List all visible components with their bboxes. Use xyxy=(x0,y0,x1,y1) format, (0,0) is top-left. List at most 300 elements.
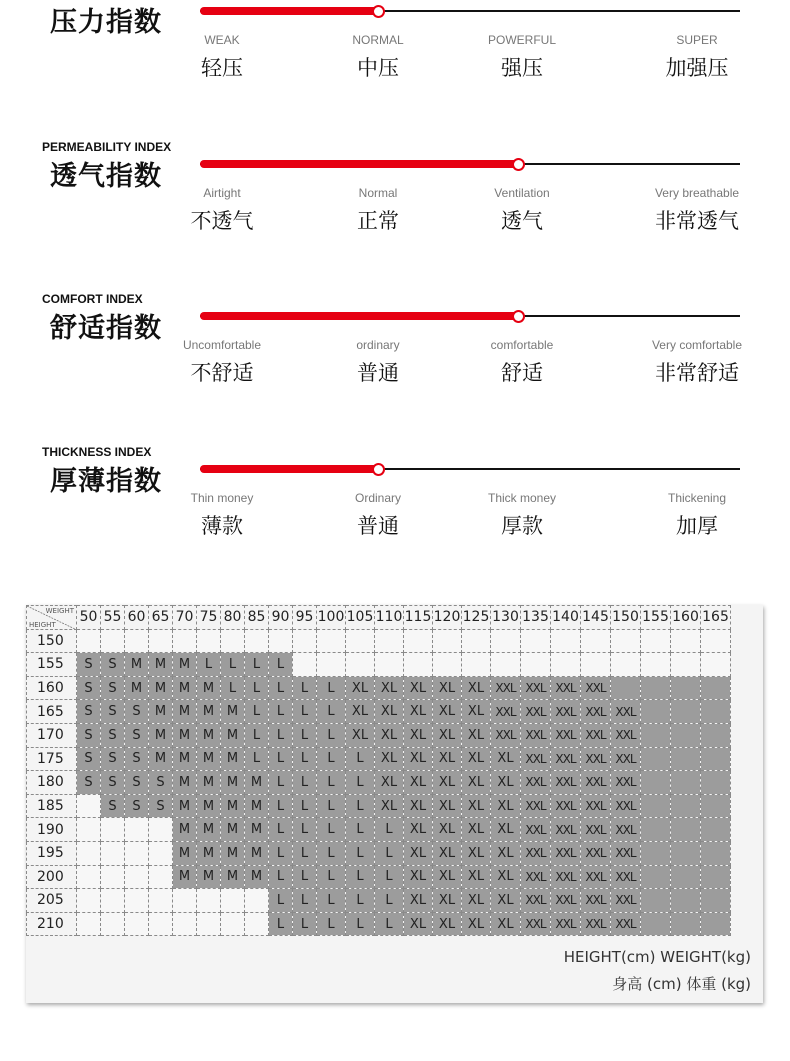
index-section xyxy=(0,445,790,585)
size-cell: M xyxy=(197,841,221,865)
size-cell: M xyxy=(173,700,197,724)
size-cell: XL xyxy=(404,747,433,771)
size-cell xyxy=(375,653,404,677)
size-cell xyxy=(701,747,731,771)
size-cell: XXL xyxy=(521,865,551,889)
size-cell xyxy=(641,676,671,700)
size-cell: XL xyxy=(404,912,433,936)
level-label-en: Very comfortable xyxy=(651,338,743,352)
height-header: 160 xyxy=(27,676,77,700)
level-label-zh: 不舒适 xyxy=(190,361,254,385)
level-label-en: Ordinary xyxy=(354,491,401,505)
size-cell xyxy=(433,629,462,653)
size-cell: L xyxy=(317,912,346,936)
index-level-label xyxy=(622,186,772,235)
size-cell xyxy=(671,818,701,842)
size-cell: M xyxy=(173,723,197,747)
index-level-label xyxy=(622,338,772,387)
table-row xyxy=(27,889,731,913)
size-cell: L xyxy=(317,700,346,724)
size-cell: L xyxy=(293,676,317,700)
size-cell: M xyxy=(221,771,245,795)
size-cell: XXL xyxy=(551,700,581,724)
size-cell: XXL xyxy=(581,771,611,795)
size-cell: L xyxy=(375,818,404,842)
index-level-knob xyxy=(512,158,525,171)
size-cell: L xyxy=(346,771,375,795)
weight-header: 60 xyxy=(125,606,149,630)
size-cell: XXL xyxy=(551,794,581,818)
size-cell: XXL xyxy=(611,771,641,795)
size-cell: XXL xyxy=(551,865,581,889)
index-title-zh: 透气指数 xyxy=(50,161,162,192)
level-label-zh: 中压 xyxy=(357,56,399,80)
size-cell: XL xyxy=(491,771,521,795)
table-corner xyxy=(27,606,77,630)
height-header: 195 xyxy=(27,841,77,865)
level-label-zh: 薄款 xyxy=(201,514,243,538)
size-cell: M xyxy=(173,676,197,700)
size-cell: M xyxy=(197,723,221,747)
size-cell: XXL xyxy=(521,676,551,700)
size-cell xyxy=(317,629,346,653)
size-cell xyxy=(346,653,375,677)
size-cell xyxy=(701,771,731,795)
size-cell: L xyxy=(293,747,317,771)
table-row xyxy=(27,653,731,677)
size-cell: M xyxy=(149,700,173,724)
level-label-zh: 加强压 xyxy=(665,56,729,80)
size-cell: L xyxy=(293,912,317,936)
size-cell xyxy=(611,676,641,700)
index-level-knob xyxy=(512,310,525,323)
height-header: 150 xyxy=(27,629,77,653)
size-cell: L xyxy=(293,723,317,747)
table-row xyxy=(27,771,731,795)
size-cell xyxy=(701,889,731,913)
size-cell: L xyxy=(245,700,269,724)
size-cell xyxy=(551,653,581,677)
size-cell: XL xyxy=(491,912,521,936)
size-cell xyxy=(77,841,101,865)
size-cell xyxy=(701,723,731,747)
size-cell: L xyxy=(221,676,245,700)
size-cell xyxy=(671,865,701,889)
size-cell: L xyxy=(197,653,221,677)
size-cell xyxy=(641,912,671,936)
height-header: 155 xyxy=(27,653,77,677)
size-cell: XL xyxy=(491,794,521,818)
size-cell xyxy=(197,889,221,913)
size-cell: XL xyxy=(462,700,491,724)
size-cell xyxy=(293,653,317,677)
level-label-en: NORMAL xyxy=(352,33,404,47)
size-cell: L xyxy=(293,889,317,913)
height-header: 170 xyxy=(27,723,77,747)
index-level-label xyxy=(447,33,597,82)
index-level-label xyxy=(447,186,597,235)
size-cell xyxy=(671,841,701,865)
weight-header: 55 xyxy=(101,606,125,630)
size-cell xyxy=(149,841,173,865)
height-header: 190 xyxy=(27,818,77,842)
index-level-bar xyxy=(200,312,519,320)
size-cell: L xyxy=(317,676,346,700)
size-cell: XXL xyxy=(521,771,551,795)
weight-header: 140 xyxy=(551,606,581,630)
size-cell: XXL xyxy=(551,771,581,795)
size-cell xyxy=(125,841,149,865)
size-cell: XL xyxy=(404,700,433,724)
legend-zh: 身高 (cm) 体重 (kg) xyxy=(612,975,751,993)
size-cell: XL xyxy=(375,676,404,700)
size-cell: XXL xyxy=(521,794,551,818)
size-cell: XL xyxy=(462,794,491,818)
size-cell: XL xyxy=(375,771,404,795)
weight-header: 125 xyxy=(462,606,491,630)
size-cell xyxy=(581,653,611,677)
size-cell: XXL xyxy=(551,889,581,913)
size-cell: L xyxy=(269,771,293,795)
level-label-zh: 非常透气 xyxy=(655,209,739,233)
size-cell: S xyxy=(149,794,173,818)
size-cell xyxy=(245,912,269,936)
size-cell: XL xyxy=(462,818,491,842)
size-cell xyxy=(375,629,404,653)
size-cell: S xyxy=(77,700,101,724)
size-cell xyxy=(671,676,701,700)
size-cell: L xyxy=(269,794,293,818)
table-row xyxy=(27,629,731,653)
size-cell: XL xyxy=(375,794,404,818)
size-cell: XL xyxy=(433,841,462,865)
size-cell xyxy=(173,889,197,913)
size-cell xyxy=(346,629,375,653)
level-label-zh: 加厚 xyxy=(676,514,718,538)
size-cell: M xyxy=(245,841,269,865)
size-cell: L xyxy=(375,912,404,936)
size-cell: XL xyxy=(433,794,462,818)
size-cell xyxy=(125,629,149,653)
height-header: 185 xyxy=(27,794,77,818)
size-cell xyxy=(701,676,731,700)
size-cell: L xyxy=(269,723,293,747)
size-cell: S xyxy=(101,747,125,771)
size-cell xyxy=(269,629,293,653)
size-cell: L xyxy=(269,912,293,936)
size-cell: XXL xyxy=(521,841,551,865)
weight-header: 95 xyxy=(293,606,317,630)
corner-weight-label: WEIGHT xyxy=(45,607,74,615)
level-label-en: Ventilation xyxy=(494,186,550,200)
size-cell: XL xyxy=(462,865,491,889)
size-cell: XXL xyxy=(581,794,611,818)
size-cell: XL xyxy=(346,723,375,747)
level-label-zh: 舒适 xyxy=(501,361,543,385)
size-cell: XXL xyxy=(521,889,551,913)
size-cell xyxy=(197,629,221,653)
size-cell: L xyxy=(375,841,404,865)
size-cell: XXL xyxy=(521,912,551,936)
size-cell xyxy=(125,889,149,913)
size-cell: M xyxy=(149,676,173,700)
size-cell: L xyxy=(346,794,375,818)
size-cell: XXL xyxy=(611,865,641,889)
size-cell xyxy=(221,889,245,913)
weight-header: 85 xyxy=(245,606,269,630)
size-cell: M xyxy=(221,841,245,865)
size-cell xyxy=(671,723,701,747)
size-cell: XXL xyxy=(581,889,611,913)
size-cell: XL xyxy=(491,747,521,771)
size-cell: XL xyxy=(462,747,491,771)
corner-height-label: HEIGHT xyxy=(29,620,56,629)
size-cell: XXL xyxy=(521,747,551,771)
size-cell: XXL xyxy=(581,723,611,747)
index-level-bar xyxy=(200,465,378,473)
table-row xyxy=(27,841,731,865)
index-title-en: THICKNESS INDEX xyxy=(42,445,152,459)
size-cell: L xyxy=(269,747,293,771)
height-header: 210 xyxy=(27,912,77,936)
size-cell: XL xyxy=(433,747,462,771)
size-cell: XL xyxy=(375,700,404,724)
size-cell: XL xyxy=(433,700,462,724)
size-cell: XL xyxy=(404,865,433,889)
size-cell: XXL xyxy=(521,700,551,724)
size-cell xyxy=(641,653,671,677)
size-cell: XL xyxy=(491,818,521,842)
size-cell xyxy=(462,653,491,677)
size-cell: L xyxy=(245,653,269,677)
size-cell xyxy=(521,629,551,653)
index-level-label xyxy=(303,186,453,235)
size-cell: XXL xyxy=(551,747,581,771)
index-title-zh: 压力指数 xyxy=(50,7,162,38)
size-cell: XL xyxy=(404,889,433,913)
size-cell: L xyxy=(269,841,293,865)
weight-header: 75 xyxy=(197,606,221,630)
size-cell: L xyxy=(293,841,317,865)
level-label-zh: 不透气 xyxy=(190,209,254,233)
size-cell: XL xyxy=(404,794,433,818)
table-row xyxy=(27,865,731,889)
size-cell: L xyxy=(317,865,346,889)
size-cell: XL xyxy=(433,771,462,795)
size-cell: M xyxy=(221,818,245,842)
size-cell: M xyxy=(173,747,197,771)
size-cell xyxy=(701,653,731,677)
size-cell xyxy=(221,912,245,936)
level-label-zh: 非常舒适 xyxy=(655,361,739,385)
size-cell xyxy=(317,653,346,677)
index-level-label xyxy=(622,33,772,82)
size-cell xyxy=(641,841,671,865)
index-level-bar xyxy=(200,160,519,168)
size-cell: M xyxy=(221,865,245,889)
size-cell xyxy=(149,629,173,653)
size-cell xyxy=(433,653,462,677)
size-cell xyxy=(173,629,197,653)
size-cell: XL xyxy=(346,700,375,724)
size-cell: XL xyxy=(404,676,433,700)
size-cell: M xyxy=(173,794,197,818)
level-label-en: Thickening xyxy=(667,491,727,505)
size-cell: XXL xyxy=(491,723,521,747)
weight-header: 80 xyxy=(221,606,245,630)
size-cell xyxy=(149,865,173,889)
size-cell xyxy=(611,653,641,677)
size-cell xyxy=(173,912,197,936)
size-cell xyxy=(521,653,551,677)
size-cell xyxy=(77,794,101,818)
size-cell xyxy=(149,889,173,913)
size-cell: L xyxy=(317,794,346,818)
size-cell: L xyxy=(293,700,317,724)
size-cell: S xyxy=(101,794,125,818)
level-label-en: Airtight xyxy=(203,186,241,200)
level-label-zh: 轻压 xyxy=(201,56,243,80)
size-cell: XL xyxy=(491,889,521,913)
size-cell: XL xyxy=(375,723,404,747)
size-cell: L xyxy=(317,889,346,913)
weight-header: 70 xyxy=(173,606,197,630)
height-header: 180 xyxy=(27,771,77,795)
legend-en: HEIGHT(cm) WEIGHT(kg) xyxy=(563,948,751,966)
size-cell: M xyxy=(221,747,245,771)
size-cell xyxy=(581,629,611,653)
level-label-zh: 强压 xyxy=(501,56,543,80)
size-cell xyxy=(671,912,701,936)
table-row xyxy=(27,747,731,771)
weight-header: 115 xyxy=(404,606,433,630)
size-cell xyxy=(101,629,125,653)
level-label-zh: 正常 xyxy=(357,209,399,233)
height-header: 165 xyxy=(27,700,77,724)
size-cell xyxy=(125,912,149,936)
weight-header: 150 xyxy=(611,606,641,630)
weight-header: 110 xyxy=(375,606,404,630)
size-cell xyxy=(701,700,731,724)
size-cell: L xyxy=(293,865,317,889)
size-cell: XXL xyxy=(611,723,641,747)
index-title-zh: 舒适指数 xyxy=(50,313,162,344)
size-cell: L xyxy=(375,865,404,889)
height-header: 205 xyxy=(27,889,77,913)
size-cell: L xyxy=(346,747,375,771)
size-cell: XL xyxy=(404,723,433,747)
size-cell xyxy=(101,818,125,842)
size-cell xyxy=(641,723,671,747)
level-label-en: SUPER xyxy=(676,33,718,47)
size-cell xyxy=(77,629,101,653)
size-cell xyxy=(125,865,149,889)
size-cell: S xyxy=(77,723,101,747)
size-cell xyxy=(671,771,701,795)
size-cell: XL xyxy=(375,747,404,771)
size-cell: XXL xyxy=(551,912,581,936)
size-cell xyxy=(671,794,701,818)
size-cell: S xyxy=(101,676,125,700)
size-cell: M xyxy=(197,771,221,795)
size-cell: M xyxy=(149,747,173,771)
size-cell xyxy=(671,889,701,913)
index-title-en: PERMEABILITY INDEX xyxy=(42,140,172,154)
size-cell: L xyxy=(317,818,346,842)
size-cell: XXL xyxy=(581,865,611,889)
size-cell xyxy=(671,747,701,771)
size-cell: M xyxy=(173,818,197,842)
level-label-zh: 透气 xyxy=(501,209,543,233)
size-cell: XXL xyxy=(611,889,641,913)
size-cell: L xyxy=(317,723,346,747)
size-cell: XL xyxy=(433,818,462,842)
size-cell: M xyxy=(197,865,221,889)
size-cell: M xyxy=(221,700,245,724)
size-cell xyxy=(149,912,173,936)
size-cell: L xyxy=(269,700,293,724)
size-table xyxy=(26,605,731,936)
table-header-row xyxy=(27,606,731,630)
size-cell: M xyxy=(173,841,197,865)
size-cell: XL xyxy=(433,912,462,936)
weight-header: 160 xyxy=(671,606,701,630)
height-header: 200 xyxy=(27,865,77,889)
size-cell: M xyxy=(197,794,221,818)
table-row xyxy=(27,794,731,818)
size-cell xyxy=(701,794,731,818)
size-cell xyxy=(491,629,521,653)
weight-header: 120 xyxy=(433,606,462,630)
size-cell: M xyxy=(173,653,197,677)
size-cell xyxy=(671,700,701,724)
index-level-knob xyxy=(372,5,385,18)
size-cell: XL xyxy=(491,841,521,865)
weight-header: 145 xyxy=(581,606,611,630)
size-cell: L xyxy=(269,818,293,842)
table-row xyxy=(27,912,731,936)
index-level-label xyxy=(447,338,597,387)
size-cell: S xyxy=(149,771,173,795)
size-cell xyxy=(641,747,671,771)
weight-header: 155 xyxy=(641,606,671,630)
size-cell xyxy=(701,818,731,842)
size-chart xyxy=(26,605,763,1003)
size-cell: S xyxy=(77,771,101,795)
size-cell: L xyxy=(346,889,375,913)
size-cell xyxy=(245,889,269,913)
size-cell: M xyxy=(197,747,221,771)
size-cell: M xyxy=(221,794,245,818)
size-cell: S xyxy=(101,723,125,747)
size-cell: M xyxy=(173,865,197,889)
level-label-zh: 普通 xyxy=(357,361,399,385)
size-cell: L xyxy=(293,818,317,842)
size-cell: XXL xyxy=(551,841,581,865)
size-cell: XL xyxy=(462,723,491,747)
size-cell: XXL xyxy=(521,818,551,842)
size-cell: XXL xyxy=(491,700,521,724)
size-cell: L xyxy=(269,889,293,913)
size-cell: S xyxy=(77,747,101,771)
level-label-en: comfortable xyxy=(490,338,554,352)
size-cell xyxy=(701,841,731,865)
size-cell: M xyxy=(245,865,269,889)
size-cell: XXL xyxy=(611,912,641,936)
size-cell: S xyxy=(101,700,125,724)
size-cell xyxy=(404,629,433,653)
size-cell xyxy=(641,794,671,818)
